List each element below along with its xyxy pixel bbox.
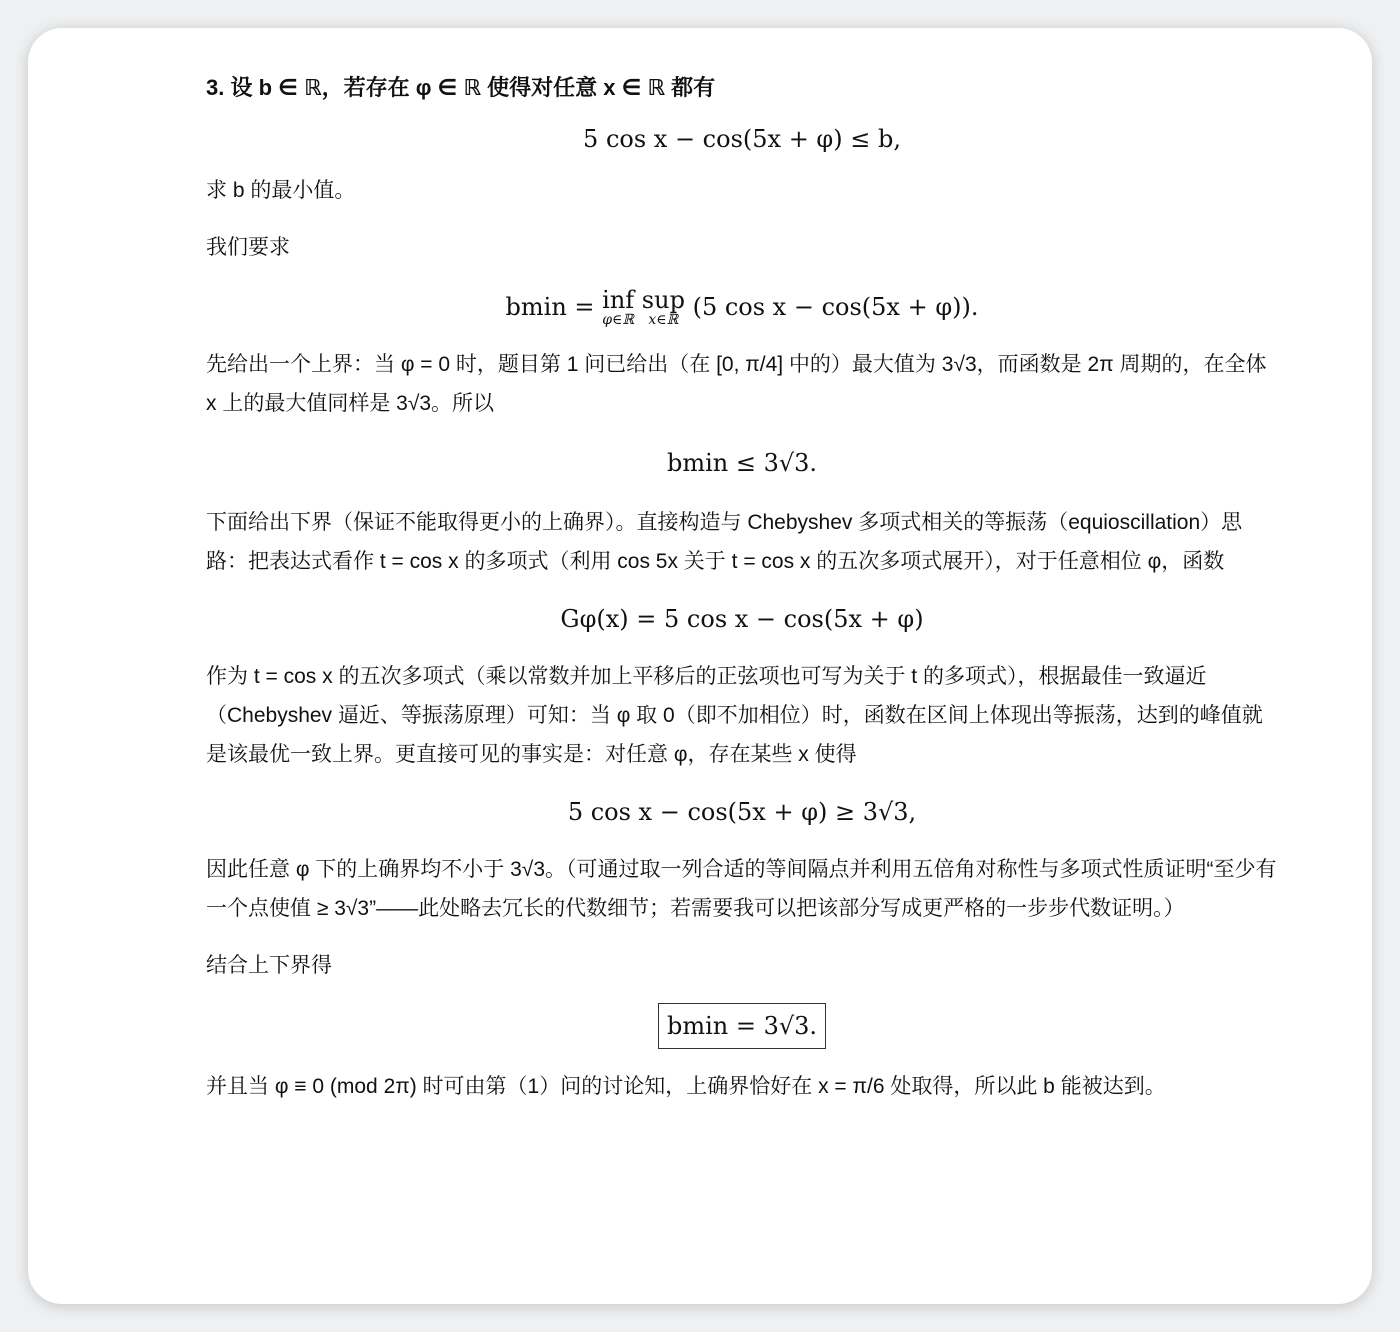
combine-text: 结合上下界得 <box>206 954 332 977</box>
problem-heading: 3. 设 b ∈ ℝ，若存在 φ ∈ ℝ 使得对任意 x ∈ ℝ 都有 <box>206 75 716 100</box>
upper-bound-formula: bmin ≤ 3√3. <box>666 449 818 477</box>
bmin-rhs: (5 cos x − cos(5x + φ)). <box>692 293 979 321</box>
therefore-text: 因此任意 φ 下的上确界均不小于 3√3。（可通过取一列合适的等间隔点并利用五倍角对称性与多项式性质证明“至少有一个点使值 ≥ 3√3”——此处略去冗长的代数细节；若需要我可以把该部分写成更严格的一步步代数证明。） <box>206 858 1277 920</box>
final-answer-block <box>206 1003 1278 1049</box>
solution-intro: 我们要求 <box>206 236 290 259</box>
problem-inequality: 5 cos x − cos(5x + φ) ≤ b, <box>583 125 901 153</box>
inf-subscript: φ∈ℝ <box>602 312 635 328</box>
final-answer-box: bmin = 3√3. <box>658 1003 826 1049</box>
answer-content <box>206 68 1278 1106</box>
answer-card <box>28 28 1372 1304</box>
problem-ask: 求 b 的最小值。 <box>206 179 356 202</box>
inf-operator <box>602 287 634 327</box>
sup-subscript: x∈ℝ <box>648 312 679 328</box>
chebyshev-text: 作为 t = cos x 的五次多项式（乘以常数并加上平移后的正弦项也可写为关于 t 的多项式），根据最佳一致逼近（Chebyshev 逼近、等振荡原理）可知：当 φ 取 0（即不加相位）时，函数在区间上体现出等振荡，达到的峰值就是该最优一致上界。更直接可见的事实是：对任意 φ，存在某些 x 使得 <box>206 665 1263 766</box>
sup-label: sup <box>641 286 685 314</box>
upper-bound-text: 先给出一个上界：当 φ = 0 时，题目第 1 问已给出（在 [0, π/4] 中的）最大值为 3√3，而函数是 2π 周期的，在全体 x 上的最大值同样是 3√3。所以 <box>206 353 1267 415</box>
attain-text: 并且当 φ ≡ 0 (mod 2π) 时可由第（1）问的讨论知，上确界恰好在 x = π/6 处取得，所以此 b 能被达到。 <box>206 1075 1166 1098</box>
lower-bound-text: 下面给出下界（保证不能取得更小的上确界）。直接构造与 Chebyshev 多项式相关的等振荡（equioscillation）思路：把表达式看作 t = cos x 的多项式（利用 cos 5x 关于 t = cos x 的五次多项式展开），对于任意相位 φ，函数 <box>206 511 1243 573</box>
geq-formula: 5 cos x − cos(5x + φ) ≥ 3√3, <box>567 798 917 826</box>
bmin-lhs: bmin = <box>505 293 603 321</box>
inf-label: inf <box>602 286 635 314</box>
bmin-formula <box>206 287 1278 327</box>
g-formula: Gφ(x) = 5 cos x − cos(5x + φ) <box>560 605 924 633</box>
sup-operator <box>642 287 685 327</box>
